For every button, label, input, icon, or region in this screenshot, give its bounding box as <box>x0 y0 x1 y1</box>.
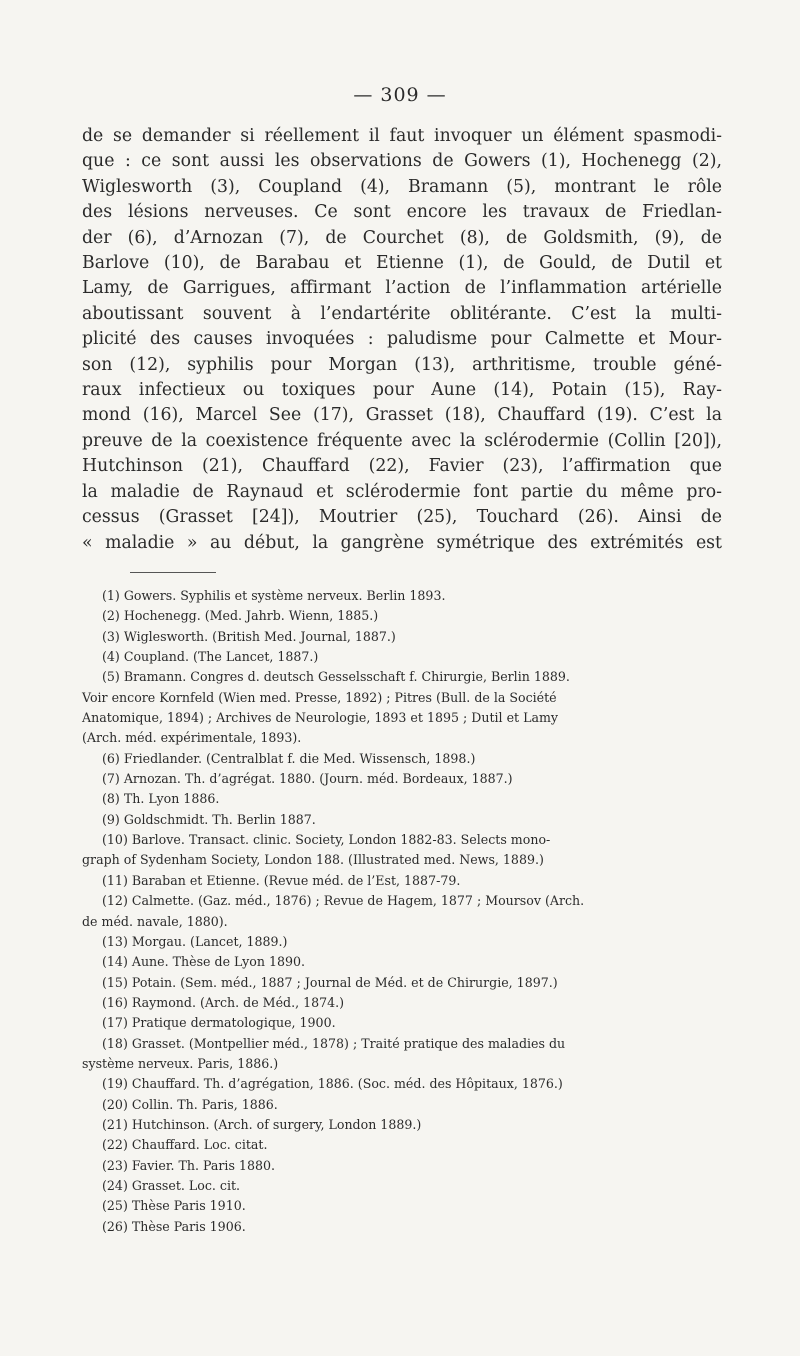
footnote: (13) Morgau. (Lancet, 1889.) <box>102 933 288 949</box>
body-line: Hutchinson (21), Chauffard (22), Favier (23), l’affirmation que <box>82 456 722 477</box>
footnote: (20) Collin. Th. Paris, 1886. <box>102 1096 278 1112</box>
page-number: — 309 — <box>353 84 447 106</box>
footnote: (19) Chauffard. Th. d’agrégation, 1886. (Soc. méd. des Hôpitaux, 1876.) <box>102 1076 563 1092</box>
footnote: (3) Wiglesworth. (British Med. Journal, 1887.) <box>102 628 396 644</box>
body-line: des lésions nerveuses. Ce sont encore les travaux de Friedlan- <box>82 202 722 223</box>
body-line: de se demander si réellement il faut invoquer un élément spasmodi- <box>82 126 722 146</box>
footnote: (14) Aune. Thèse de Lyon 1890. <box>102 954 306 970</box>
footnote-continuation: Voir encore Kornfeld (Wien med. Presse, 1892) ; Pitres (Bull. de la Société <box>82 689 557 705</box>
footnote: (10) Barlove. Transact. clinic. Society, London 1882-83. Selects mono- <box>102 832 551 848</box>
footnote-separator <box>130 572 216 573</box>
body-line: der (6), d’Arnozan (7), de Courchet (8), de Goldsmith, (9), de <box>82 227 722 248</box>
body-line: la maladie de Raynaud et sclérodermie font partie du même pro- <box>82 481 722 502</box>
footnote: (23) Favier. Th. Paris 1880. <box>102 1157 275 1173</box>
footnote: (8) Th. Lyon 1886. <box>102 791 220 807</box>
footnote: (5) Bramann. Congres d. deutsch Gesselsschaft f. Chirurgie, Berlin 1889. <box>102 669 570 685</box>
body-paragraph <box>82 124 722 556</box>
body-line: plicité des causes invoquées : paludisme pour Calmette et Mour- <box>82 329 722 350</box>
footnote-continuation: de méd. navale, 1880). <box>82 913 228 929</box>
body-line: raux infectieux ou toxiques pour Aune (14), Potain (15), Ray- <box>82 380 722 401</box>
body-line: cessus (Grasset [24]), Moutrier (25), Touchard (26). Ainsi de <box>82 507 722 528</box>
footnote: (4) Coupland. (The Lancet, 1887.) <box>102 649 319 665</box>
footnote: (21) Hutchinson. (Arch. of surgery, London 1889.) <box>102 1116 422 1132</box>
footnote-continuation: Anatomique, 1894) ; Archives de Neurologie, 1893 et 1895 ; Dutil et Lamy <box>82 710 559 726</box>
footnote: (6) Friedlander. (Centralblat f. die Med. Wissensch, 1898.) <box>102 750 476 766</box>
footnote: (15) Potain. (Sem. méd., 1887 ; Journal de Méd. et de Chirurgie, 1897.) <box>102 974 558 990</box>
footnote-continuation: système nerveux. Paris, 1886.) <box>82 1055 279 1071</box>
body-line: aboutissant souvent à l’endartérite oblitérante. C’est la multi- <box>82 303 722 324</box>
footnote: (24) Grasset. Loc. cit. <box>102 1177 241 1193</box>
footnote: (2) Hochenegg. (Med. Jahrb. Wienn, 1885.) <box>102 608 379 624</box>
body-line: que : ce sont aussi les observations de Gowers (1), Hochenegg (2), <box>82 151 722 172</box>
body-line: mond (16), Marcel See (17), Grasset (18), Chauffard (19). C’est la <box>82 405 722 426</box>
body-line: son (12), syphilis pour Morgan (13), arthritisme, trouble géné- <box>82 354 722 375</box>
footnotes <box>82 586 722 1237</box>
footnote: (12) Calmette. (Gaz. méd., 1876) ; Revue de Hagem, 1877 ; Moursov (Arch. <box>102 893 585 909</box>
body-line: « maladie » au début, la gangrène symétrique des extrémités est <box>82 532 722 553</box>
footnote: (1) Gowers. Syphilis et système nerveux. Berlin 1893. <box>102 588 446 603</box>
footnote: (9) Goldschmidt. Th. Berlin 1887. <box>102 811 316 827</box>
footnote: (25) Thèse Paris 1910. <box>102 1198 246 1214</box>
body-line: Lamy, de Garrigues, affirmant l’action de l’inflammation artérielle <box>82 278 722 299</box>
body-line: Wiglesworth (3), Coupland (4), Bramann (5), montrant le rôle <box>82 176 722 197</box>
footnote-continuation: graph of Sydenham Society, London 188. (Illustrated med. News, 1889.) <box>82 852 544 868</box>
footnote: (17) Pratique dermatologique, 1900. <box>102 1015 336 1031</box>
footnote: (22) Chauffard. Loc. citat. <box>102 1137 268 1153</box>
footnote: (18) Grasset. (Montpellier méd., 1878) ; Traité pratique des maladies du <box>102 1035 566 1051</box>
body-line: Barlove (10), de Barabau et Etienne (1), de Gould, de Dutil et <box>82 253 722 274</box>
body-line: preuve de la coexistence fréquente avec la sclérodermie (Collin [20]), <box>82 430 722 451</box>
footnote-continuation: (Arch. méd. expérimentale, 1893). <box>82 730 302 746</box>
footnote: (16) Raymond. (Arch. de Méd., 1874.) <box>102 994 345 1010</box>
footnote: (26) Thèse Paris 1906. <box>102 1218 246 1234</box>
footnote: (7) Arnozan. Th. d’agrégat. 1880. (Journ. méd. Bordeaux, 1887.) <box>102 771 513 787</box>
footnote: (11) Baraban et Etienne. (Revue méd. de l’Est, 1887-79. <box>102 872 461 888</box>
